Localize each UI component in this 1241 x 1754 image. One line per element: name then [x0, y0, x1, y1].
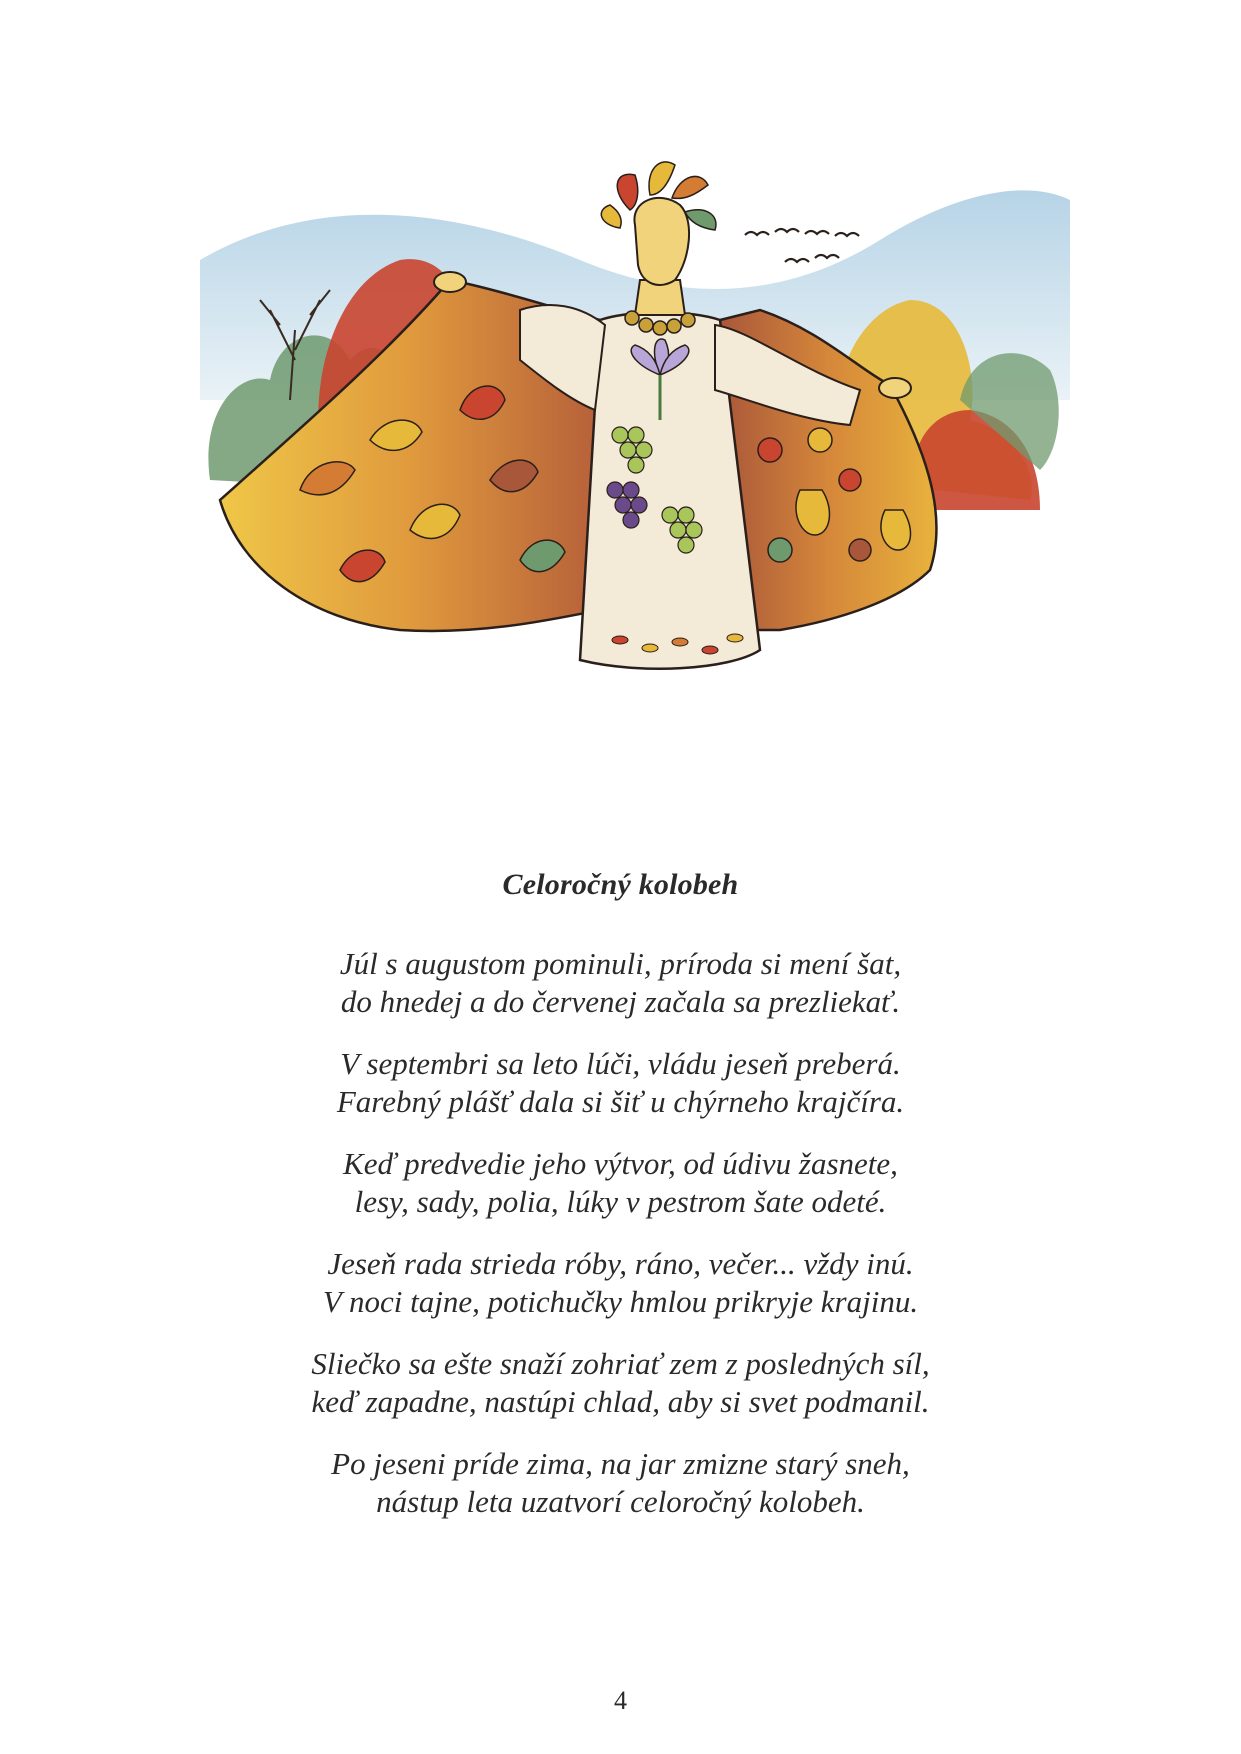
face	[634, 198, 689, 285]
stanza-5	[0, 1345, 1241, 1421]
page-number: 4	[614, 1686, 627, 1715]
hand-left-icon	[434, 272, 466, 292]
poem-title: Celoročný kolobeh	[502, 868, 739, 901]
poem-line: Jeseň rada strieda róby, ráno, večer... vždy inú.	[327, 1246, 914, 1281]
poem-line: V noci tajne, potichučky hmlou prikryje krajinu.	[322, 1284, 919, 1319]
poem-line: lesy, sady, polia, lúky v pestrom šate odeté.	[354, 1184, 887, 1219]
birds-icon	[745, 229, 859, 262]
poem-line: Júl s augustom pominuli, príroda si mení šat,	[339, 946, 902, 981]
poem-line: keď zapadne, nastúpi chlad, aby si svet podmanil.	[311, 1384, 930, 1419]
poem-line: do hnedej a do červenej začala sa prezliekať.	[340, 984, 901, 1019]
poem-line: nástup leta uzatvorí celoročný kolobeh.	[376, 1484, 865, 1519]
hand-right-icon	[879, 378, 911, 398]
stanza-2	[0, 1045, 1241, 1121]
poem-line: V septembri sa leto lúči, vládu jeseň preberá.	[340, 1046, 901, 1081]
stanza-1	[0, 945, 1241, 1021]
poem-line: Keď predvedie jeho výtvor, od údivu žasnete,	[343, 1146, 898, 1181]
poem-line: Sliečko sa ešte snaží zohriať zem z posledných síl,	[311, 1346, 930, 1381]
stanza-6	[0, 1445, 1241, 1521]
autumn-lady-illustration	[160, 150, 1090, 775]
poem-line: Farebný plášť dala si šiť u chýrneho krajčíra.	[336, 1084, 905, 1119]
poem-line: Po jeseni príde zima, na jar zmizne starý sneh,	[331, 1446, 910, 1481]
stanza-3	[0, 1145, 1241, 1221]
stanza-4	[0, 1245, 1241, 1321]
